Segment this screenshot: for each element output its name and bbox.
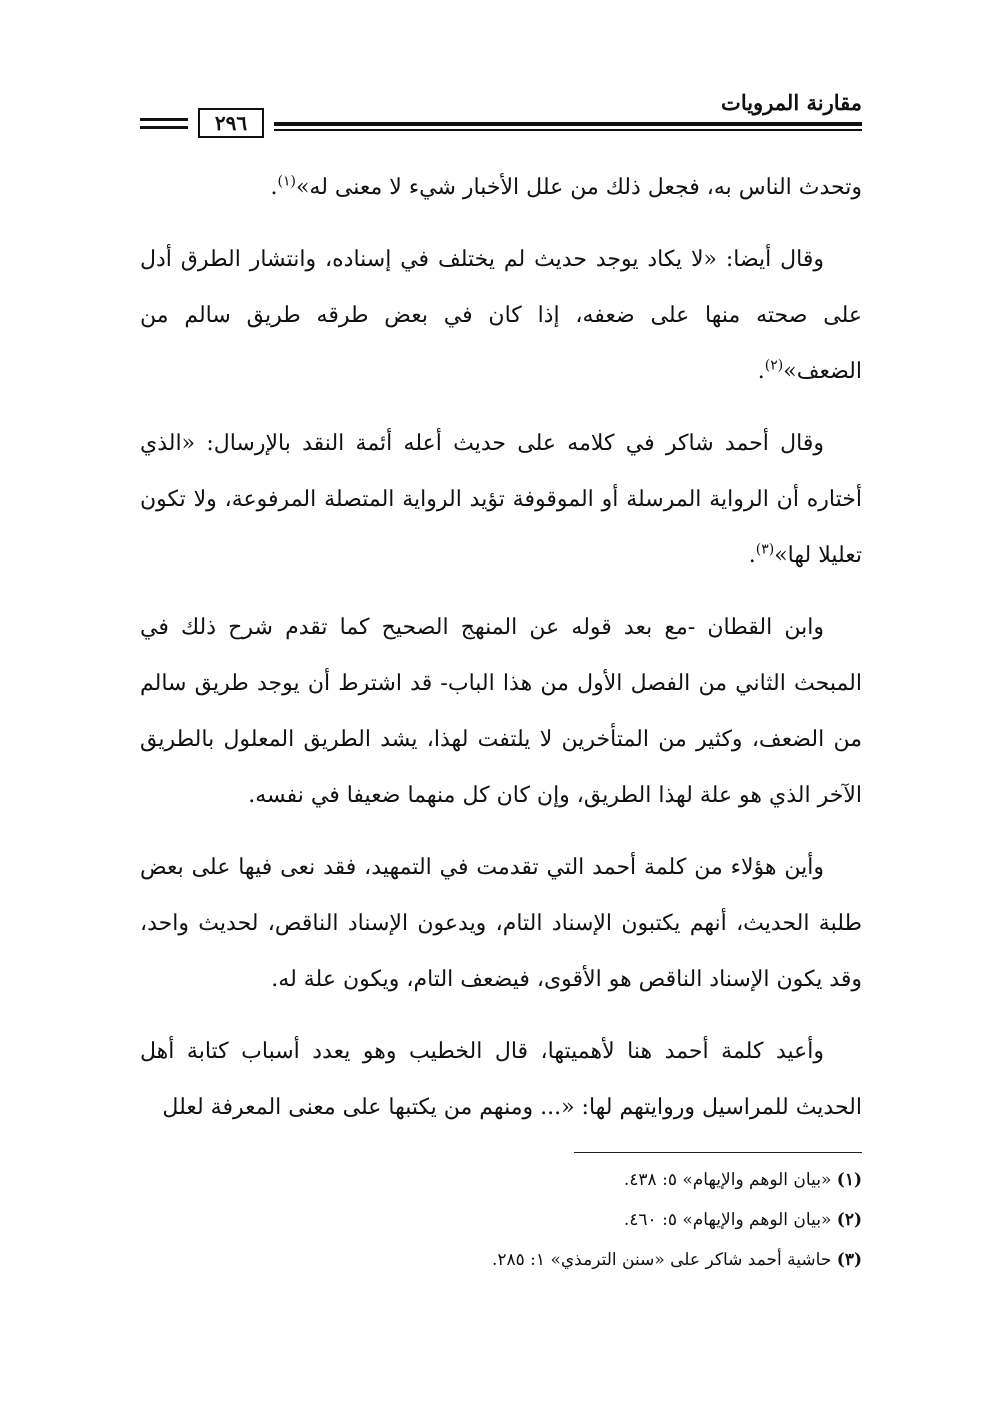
footnote-separator <box>574 1152 862 1153</box>
header-dash <box>140 126 188 129</box>
page-number: ٢٩٦ <box>198 108 264 138</box>
header-rule-thick <box>274 122 862 126</box>
header-dash <box>140 118 188 121</box>
footnote: (١) «بيان الوهم والإيهام» ٥: ٤٣٨. <box>623 1170 862 1190</box>
main-text <box>140 160 862 1136</box>
running-title: مقارنة المرويات <box>721 90 862 115</box>
footnote: (٢) «بيان الوهم والإيهام» ٥: ٤٦٠. <box>623 1210 862 1230</box>
paragraph: وقال أيضا: «لا يكاد يوجد حديث لم يختلف في إسناده، وانتشار الطرق أدل على صحته منها على ضعفه، إذا كان في بعض طرقه طريق سالم من الضعف»$^{(٢)}$. <box>140 247 862 384</box>
book-page <box>140 80 862 1273</box>
footnote-ref: (١) <box>277 173 296 190</box>
paragraph: وابن القطان -مع بعد قوله عن المنهج الصحيح كما تقدم شرح ذلك في المبحث الثاني من الفصل الأول من هذا الباب- قد اشترط أن يوجد طريق سالم من الضعف، وكثير من المتأخرين لا يلتفت لهذا، يشد الطريق المعلول بالطريق الآخر الذي هو علة لهذا الطريق، وإن كان كل منهما ضعيفا في نفسه. <box>140 615 862 808</box>
paragraph: وأين هؤلاء من كلمة أحمد التي تقدمت في التمهيد، فقد نعى فيها على بعض طلبة الحديث، أنهم يكتبون الإسناد التام، ويدعون الإسناد الناقص، لحديث واحد، وقد يكون الإسناد الناقص هو الأقوى، فيضعف التام، ويكون علة له. <box>140 855 862 992</box>
paragraph: وأعيد كلمة أحمد هنا لأهميتها، قال الخطيب وهو يعدد أسباب كتابة أهل الحديث للمراسيل وروايتهم لها: «... ومنهم من يكتبها على معنى المعرفة لعلل <box>140 1039 862 1120</box>
footnote: (٣) حاشية أحمد شاكر على «سنن الترمذي» ١: ٢٨٥. <box>491 1250 862 1270</box>
page-header <box>140 80 862 138</box>
footnotes <box>140 1167 862 1273</box>
footnote-ref: (٢) <box>764 357 784 374</box>
footnote-ref: (٣) <box>755 541 775 558</box>
paragraph: وقال أحمد شاكر في كلامه على حديث أعله أئمة النقد بالإرسال: «الذي أختاره أن الرواية المرسلة أو الموقوفة تؤيد الرواية المتصلة المرفوعة، ولا تكون تعليلا لها»$^{(٣)}$. <box>140 431 862 568</box>
paragraph: وتحدث الناس به، فجعل ذلك من علل الأخبار شيء لا معنى له»$^{(١)}$. <box>270 173 862 200</box>
header-rule-thin <box>274 129 862 131</box>
